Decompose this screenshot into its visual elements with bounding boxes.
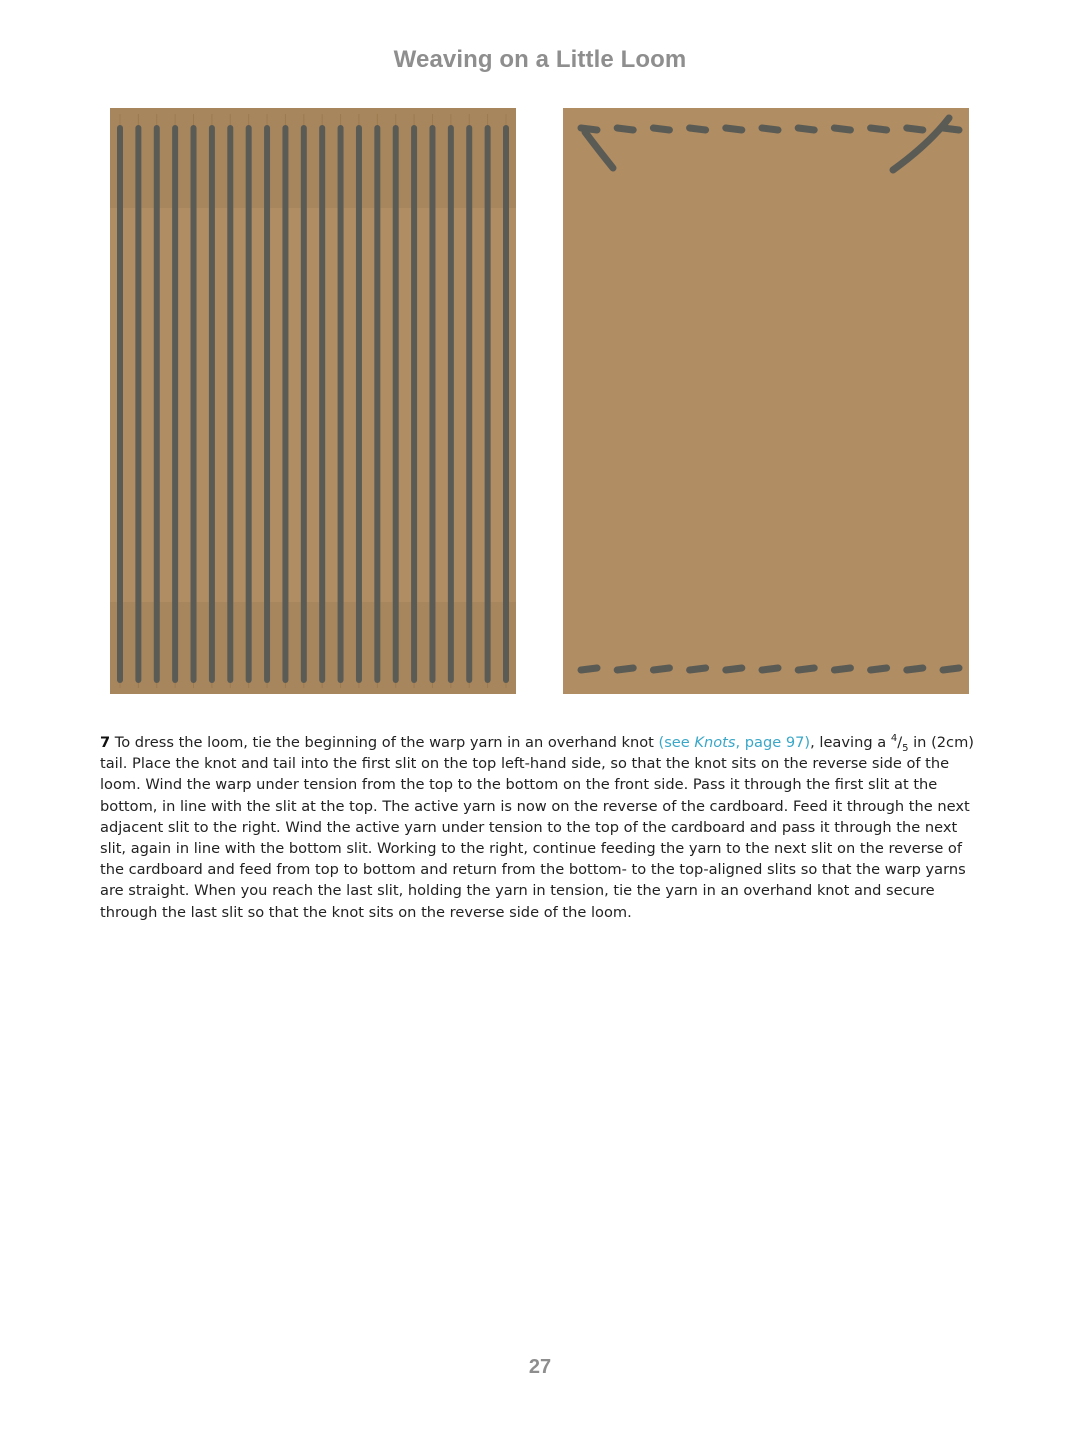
bottom-yarn-loop: [762, 668, 778, 670]
page-number: 27: [528, 1356, 552, 1378]
step-instruction-paragraph: [100, 732, 980, 923]
bottom-yarn-loop: [690, 668, 706, 670]
loom-back-reverse-photo: [563, 108, 969, 694]
loom-front-warped-photo: [110, 108, 516, 694]
running-title: Weaving on a Little Loom: [393, 46, 687, 73]
fraction-four-fifths: $^4/_5$: [890, 733, 909, 754]
top-yarn-loop: [798, 128, 814, 130]
step-text-leaving: , leaving a: [810, 734, 891, 751]
cross-reference-title: Knots: [694, 734, 736, 751]
cross-reference-page: , page 97): [735, 734, 811, 751]
step-number: 7: [100, 734, 111, 751]
top-yarn-loop: [726, 128, 742, 130]
top-yarn-loop: [907, 128, 923, 130]
cross-reference-link[interactable]: (see Knots, page 97): [658, 734, 811, 751]
bottom-yarn-loop: [907, 668, 923, 670]
bottom-yarn-loop: [726, 668, 742, 670]
top-yarn-loop: [943, 128, 959, 130]
bottom-yarn-loop: [943, 668, 959, 670]
top-slit-band: [110, 108, 516, 208]
top-yarn-loop: [617, 128, 633, 130]
step-text-intro: To dress the loom, tie the beginning of the warp yarn in an overhand knot: [110, 734, 659, 751]
cardboard-board-reverse: [563, 108, 969, 694]
bottom-slit-band: [110, 602, 516, 694]
bottom-yarn-loop: [834, 668, 850, 670]
bottom-yarn-loop: [653, 668, 669, 670]
top-yarn-loop: [653, 128, 669, 130]
bottom-yarn-loop: [871, 668, 887, 670]
top-yarn-loop: [834, 128, 850, 130]
bottom-yarn-loop: [617, 668, 633, 670]
top-yarn-loop: [871, 128, 887, 130]
bottom-yarn-loop: [581, 668, 597, 670]
bottom-yarn-loop: [798, 668, 814, 670]
top-yarn-loop: [690, 128, 706, 130]
step-text-body: in (2cm) tail. Place the knot and tail into the first slit on the top left-hand side, so that the knot sits on the reverse side of the loom. Wind the warp under tension from the top to the bottom on the front side. Pass it through the first slit at the bottom, in line with the slit at the top. The active yarn is now on the reverse of the cardboard. Feed it through the next adjacent slit to the right. Wind the active yarn under tension to the top of the cardboard and pass it through the next slit, again in line with the bottom slit. Working to the right, continue feeding the yarn to the next slit on the reverse of the cardboard and feed from top to bottom and return from the bottom- to the top-aligned slits so that the warp yarns are straight. When you reach the last slit, holding the yarn in tension, tie the yarn in an overhand knot and secure through the last slit so that the knot sits on the reverse side of the loom.: [100, 734, 974, 921]
top-yarn-loop: [762, 128, 778, 130]
